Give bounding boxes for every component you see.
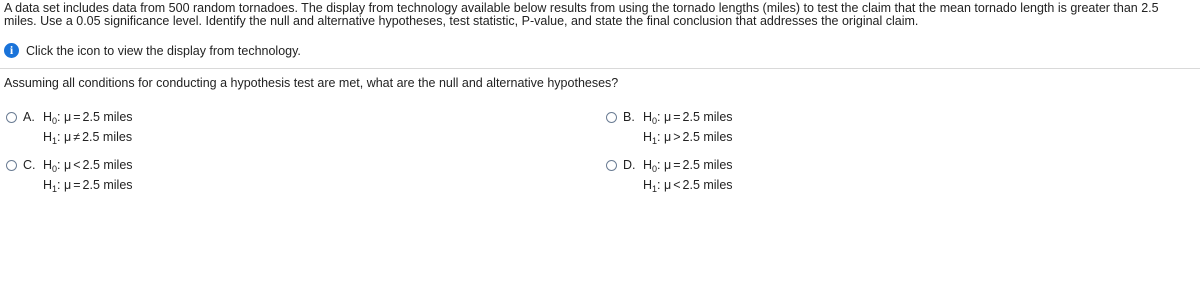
option-letter: D.	[623, 158, 636, 172]
divider	[0, 68, 1200, 69]
radio-a[interactable]	[6, 112, 17, 123]
radio-b[interactable]	[606, 112, 617, 123]
option-letter: A.	[23, 110, 35, 124]
radio-c[interactable]	[6, 160, 17, 171]
null-hypothesis: $H_0$: μ = 2.5 miles	[43, 110, 133, 126]
option-c[interactable]	[6, 158, 133, 195]
question-text: Assuming all conditions for conducting a hypothesis test are met, what are the null and alternative hypotheses?	[4, 76, 619, 90]
option-letter: C.	[23, 158, 36, 172]
radio-d[interactable]	[606, 160, 617, 171]
view-display-link[interactable]	[4, 43, 301, 58]
option-a[interactable]	[6, 110, 133, 147]
option-letter: B.	[623, 110, 635, 124]
alt-hypothesis: $H_1$: μ > 2.5 miles	[643, 130, 733, 146]
alt-hypothesis: $H_1$: μ < 2.5 miles	[643, 178, 733, 194]
option-b[interactable]	[606, 110, 733, 147]
info-icon[interactable]: i	[4, 43, 19, 58]
alt-hypothesis: $H_1$: μ = 2.5 miles	[43, 178, 133, 194]
info-link-text[interactable]: Click the icon to view the display from technology.	[26, 43, 301, 58]
null-hypothesis: $H_0$: μ = 2.5 miles	[643, 158, 733, 174]
option-d[interactable]	[606, 158, 733, 195]
alt-hypothesis: $H_1$: μ ≠ 2.5 miles	[43, 130, 133, 146]
null-hypothesis: $H_0$: μ = 2.5 miles	[643, 110, 733, 126]
null-hypothesis: $H_0$: μ < 2.5 miles	[43, 158, 133, 174]
problem-text: A data set includes data from 500 random tornadoes. The display from technology available below results from using the tornado lengths (miles) to test the claim that the mean tornado length is greater than 2.5 miles. Use a 0.05 significance level. Identify the null and alternative hypotheses, test statistic, P-value, and state the final conclusion that addresses the original claim.	[4, 1, 1159, 28]
